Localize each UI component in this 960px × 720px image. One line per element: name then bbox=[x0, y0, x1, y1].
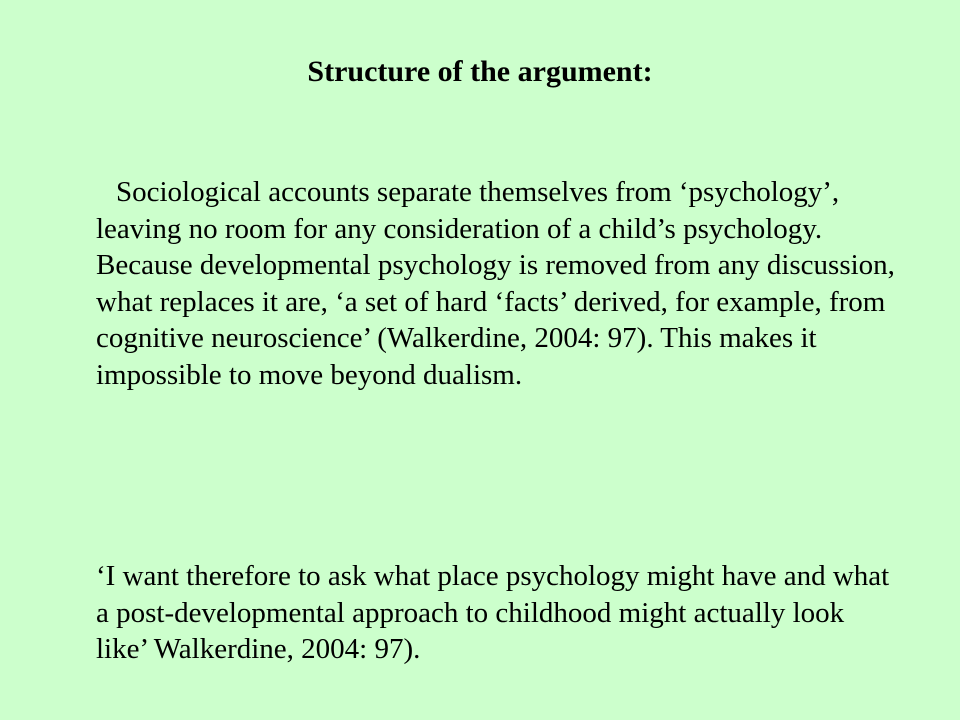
body-paragraph-2: ‘I want therefore to ask what place psychology might have and what a post-developmental approach to childhood might actually look like’ Walkerdine, 2004: 97). bbox=[96, 560, 890, 665]
body-paragraph-1 bbox=[96, 174, 896, 393]
body-paragraph-1-text: Sociological accounts separate themselves from ‘psychology’, leaving no room for any consideration of a child’s psychology. Because developmental psychology is removed from any discussion, what replaces it are, ‘a set of hard ‘facts’ derived, for example, from cognitive neuroscience’ (Walkerdine, 2004: 97). This makes it impossible to move beyond dualism. bbox=[96, 176, 895, 391]
slide-title: Structure of the argument: bbox=[307, 55, 653, 88]
